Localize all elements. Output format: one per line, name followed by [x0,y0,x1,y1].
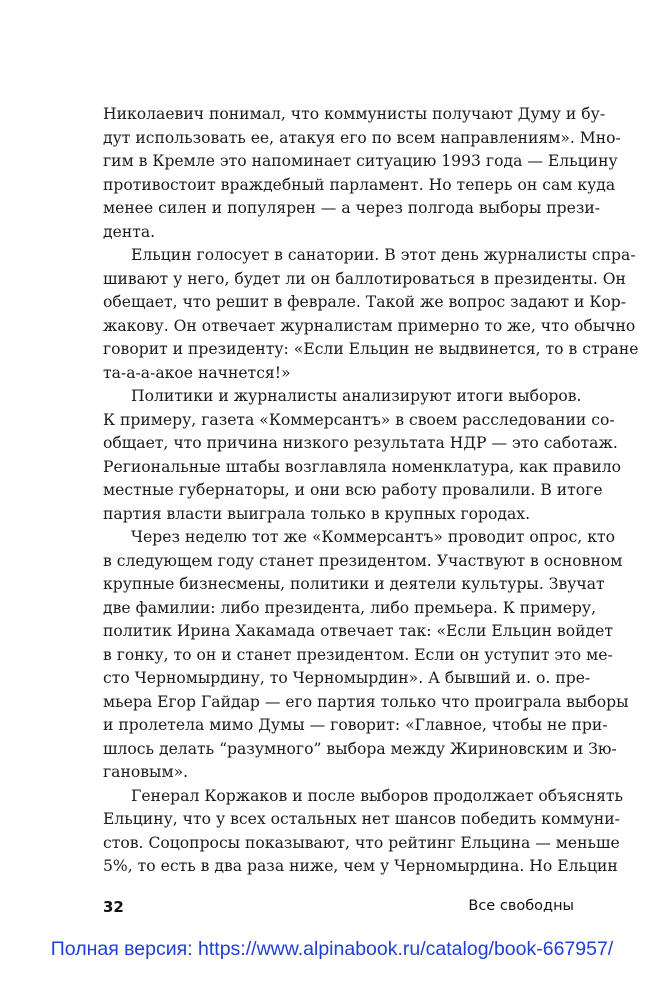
text-line: гановым». [103,763,189,781]
full-version-link[interactable]: Полная версия: https://www.alpinabook.ru/catalog/book-667957/ [50,938,614,960]
text-line: та-а-а-акое начнется!» [103,363,291,382]
text-line: шивают у него, будет ли он баллотироваться в президенты. Он [103,269,626,288]
text-line: местные губернаторы, и они всю работу провалили. В итоге [103,481,603,499]
running-title: Все свободны [468,898,574,914]
text-line: крупные бизнесмены, политики и деятели культуры. Звучат [103,575,605,593]
text-line: в гонку, то он и станет президентом. Если он уступит это ме- [103,645,613,664]
text-line: К примеру, газета «Коммерсантъ» в своем расследовании со- [103,410,615,429]
text-line: 5%, то есть в два раза ниже, чем у Черномырдина. Но Ельцин [103,857,618,875]
text-line: обещает, что решит в феврале. Такой же вопрос задают и Кор- [103,293,627,311]
body-text [103,103,639,879]
text-line: в следующем году станет президентом. Участвуют в основном [103,551,623,570]
text-line: дента. [103,222,156,241]
text-line: стов. Соцопросы показывают, что рейтинг Ельцина — меньше [103,833,620,852]
page-number: 32 [103,898,124,916]
text-line: партия власти выиграла только в крупных городах. [103,504,531,523]
text-line: Генерал Коржаков и после выборов продолжает объяснять [131,786,624,805]
text-line: и пролетела мимо Думы — говорит: «Главное, чтобы не при- [103,716,608,734]
text-line: дут использовать ее, атакуя его по всем направлениям». Мно- [103,128,621,147]
text-line: шлось делать “разумного” выбора между Жириновским и Зю- [103,739,617,758]
text-line: менее силен и популярен — а через полгода выборы прези- [103,199,600,217]
text-line: говорит и президенту: «Если Ельцин не выдвинется, то в стране [103,340,639,358]
text-line: Политики и журналисты анализируют итоги выборов. [131,387,582,405]
text-line: Региональные штабы возглавляла номенклатура, как правило [103,457,622,476]
text-line: сто Черномырдину, то Черномырдин». А бывший и. о. пре- [103,669,591,687]
text-line: жакову. Он отвечает журналистам примерно то же, что обычно [103,316,636,335]
text-line: две фамилии: либо президента, либо премьера. К примеру, [103,598,597,617]
text-line: гим в Кремле это напоминает ситуацию 1993 года — Ельцину [103,152,618,170]
text-line: Николаевич понимал, что коммунисты получают Думу и бу- [103,105,606,123]
text-line: Через неделю тот же «Коммерсантъ» проводит опрос, кто [131,528,615,546]
text-line: противостоит враждебный парламент. Но теперь он сам куда [103,175,616,194]
text-line: политик Ирина Хакамада отвечает так: «Если Ельцин войдет [103,622,613,640]
text-line: мьера Егор Гайдар — его партия только что проиграла выборы [103,692,629,711]
text-line: Ельцин голосует в санатории. В этот день журналисты спра- [131,246,636,264]
text-line: общает, что причина низкого результата НДР — это саботаж. [103,434,618,452]
text-line: Ельцину, что у всех остальных нет шансов победить коммуни- [103,810,620,828]
